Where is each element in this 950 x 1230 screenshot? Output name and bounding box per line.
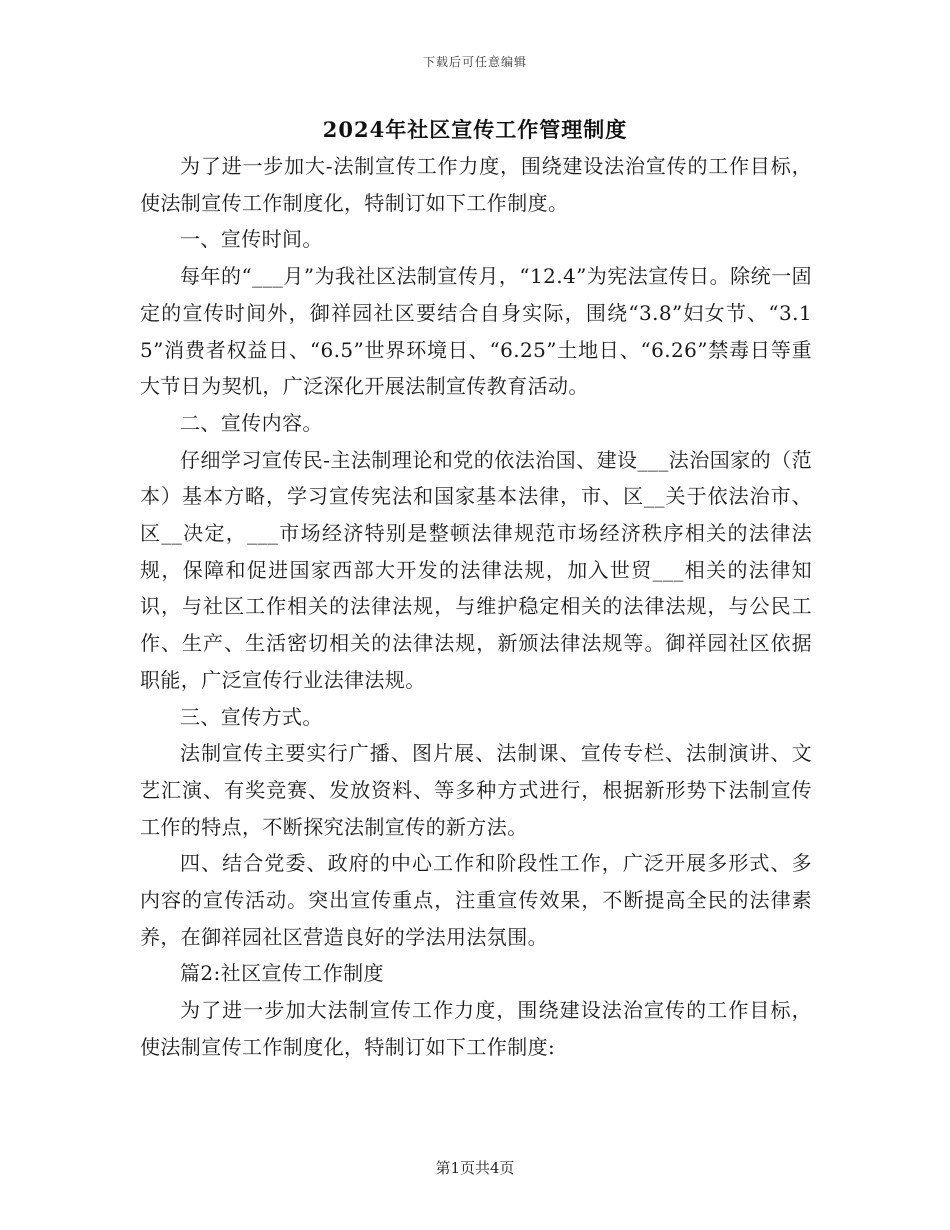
paragraph-method: 法制宣传主要实行广播、图片展、法制课、宣传专栏、法制演讲、文艺汇演、有奖竞赛、发放资料、等多种方式进行，根据新形势下法制宣传工作的特点，不断探究法制宣传的新方法。: [140, 741, 812, 839]
section-heading-time: 一、宣传时间。: [180, 227, 323, 252]
page-indicator: 第1页共4页: [435, 1159, 515, 1177]
header-note: 下载后可任意编辑: [422, 55, 527, 69]
paragraph-time: 每年的“___月”为我社区法制宣传月，“12.4”为宪法宣传日。除统一固定的宣传时间外，御祥园社区要结合自身实际，围绕“3.8”妇女节、“3.15”消费者权益日、“6.5”世界环境日、“6.25”土地日、“6.26”禁毒日等重大节日为契机，广泛深化开展法制宣传教育活动。: [140, 264, 812, 399]
paragraph-section-four: 四、结合党委、政府的中心工作和阶段性工作，广泛开展多形式、多内容的宣传活动。突出宣传重点，注重宣传效果，不断提高全民的法律素养，在御祥园社区营造良好的学法用法氛围。: [140, 851, 812, 949]
section-heading-method: 三、宣传方式。: [180, 704, 323, 729]
document-title: 2024年社区宣传工作管理制度: [322, 117, 628, 142]
subtitle-part-two: 篇2:社区宣传工作制度: [180, 961, 384, 986]
paragraph-intro: 为了进一步加大-法制宣传工作力度，围绕建设法治宣传的工作目标，使法制宣传工作制度化，特制订如下工作制度。: [140, 154, 812, 215]
document-body: [140, 148, 812, 1066]
paragraph-part-two-intro: 为了进一步加大法制宣传工作力度，围绕建设法治宣传的工作目标，使法制宣传工作制度化，特制订如下工作制度:: [140, 998, 812, 1059]
section-heading-content: 二、宣传内容。: [180, 410, 323, 435]
paragraph-content: 仔细学习宣传民-主法制理论和党的依法治国、建设___法治国家的（范本）基本方略，学习宣传宪法和国家基本法律，市、区__关于依法治市、区__决定，___市场经济特别是整顿法律规范市场经济秩序相关的法律法规，保障和促进国家西部大开发的法律法规，加入世贸___相关的法律知识，与社区工作相关的法律法规，与维护稳定相关的法律法规，与公民工作、生产、生活密切相关的法律法规，新颁法律法规等。御祥园社区依据职能，广泛宣传行业法律法规。: [140, 447, 812, 692]
